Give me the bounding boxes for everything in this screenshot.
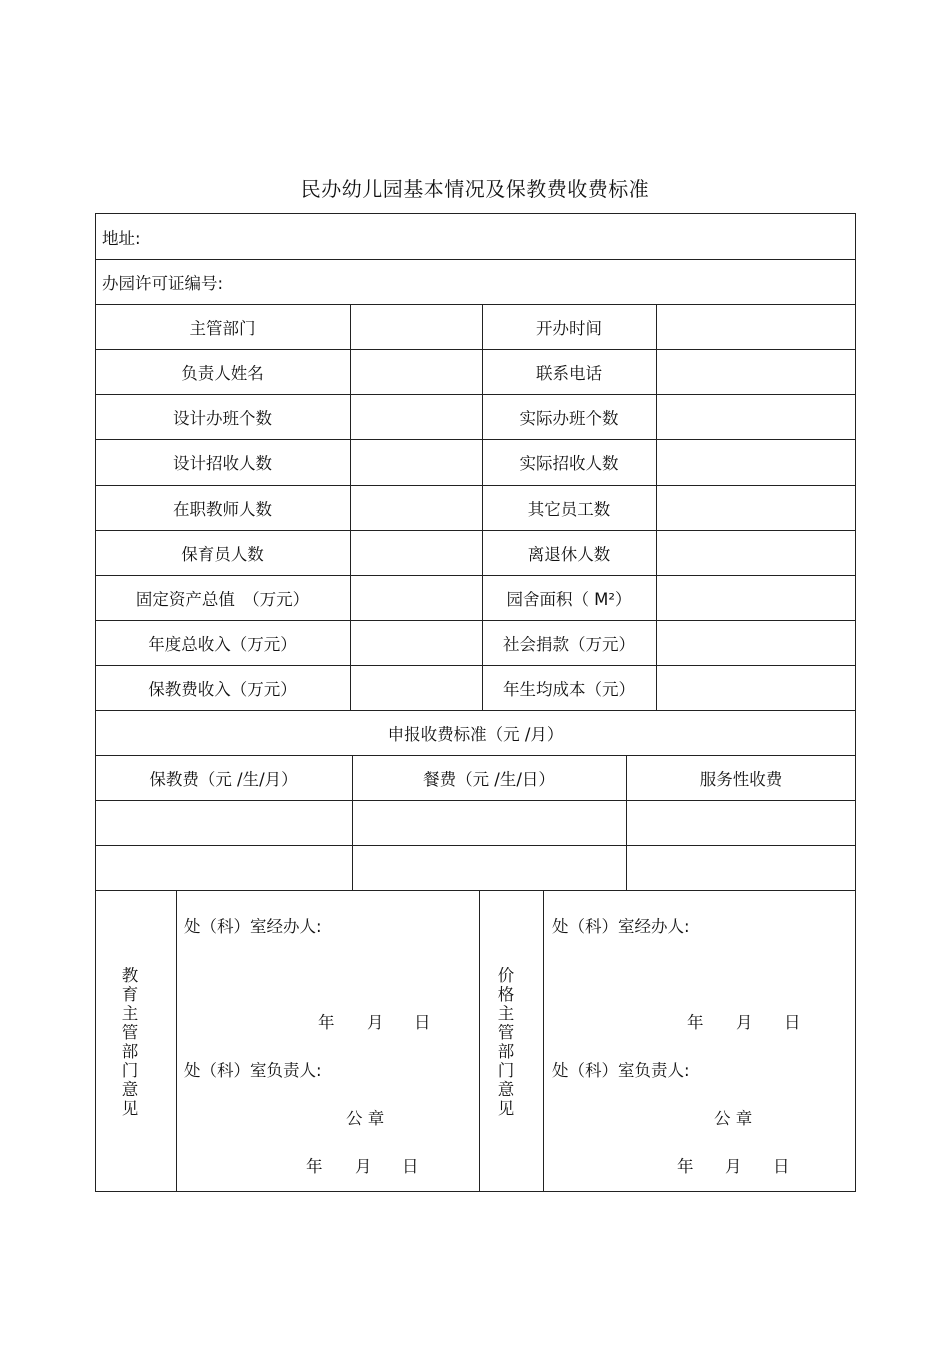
open-date-label: 开办时间 bbox=[536, 318, 602, 338]
design-enrollment-label: 设计招收人数 bbox=[173, 454, 272, 473]
row-divider bbox=[95, 800, 856, 801]
edu-handler-year: 年 bbox=[318, 1013, 335, 1032]
fee-standard-header: 申报收费标准（元 /月） bbox=[387, 724, 564, 744]
column-divider bbox=[479, 890, 480, 1192]
donations-label: 社会捐款（万元） bbox=[503, 634, 635, 654]
price-handler-month: 月 bbox=[736, 1013, 753, 1032]
price-handler-day: 日 bbox=[784, 1013, 801, 1032]
column-divider bbox=[176, 890, 177, 1192]
caregiver-count-label: 保育员人数 bbox=[181, 544, 264, 564]
meal-fee-header: 餐费（元 /生/日） bbox=[423, 769, 555, 789]
principal-name-label: 负责人姓名 bbox=[181, 363, 264, 383]
column-divider bbox=[543, 890, 544, 1192]
price-responsible-label: 处（科）室负责人: bbox=[552, 1061, 690, 1080]
retired-count-label: 离退休人数 bbox=[527, 544, 611, 564]
row-divider bbox=[95, 890, 856, 891]
teacher-count-label: 在职教师人数 bbox=[173, 499, 272, 519]
design-class-count-label: 设计办班个数 bbox=[173, 408, 272, 428]
edu-responsible-label: 处（科）室负责人: bbox=[184, 1061, 322, 1080]
tuition-fee-header: 保教费（元 /生/月） bbox=[149, 769, 298, 789]
annual-income-label: 年度总收入（万元） bbox=[148, 634, 297, 654]
edu-handler-label: 处（科）室经办人: bbox=[184, 917, 322, 936]
address-label: 地址: bbox=[102, 228, 141, 248]
edu-seal-label: 公 章 bbox=[346, 1109, 385, 1128]
service-fee-header: 服务性收费 bbox=[699, 769, 783, 789]
price-dept-opinion-label: 价格主管部门意见 bbox=[497, 966, 515, 1118]
license-number-label: 办园许可证编号: bbox=[102, 273, 224, 293]
edu-seal-year: 年 bbox=[306, 1157, 323, 1176]
form-title: 民办幼儿园基本情况及保教费收费标准 bbox=[300, 177, 650, 201]
price-seal-month: 月 bbox=[725, 1157, 742, 1176]
row-divider bbox=[95, 845, 856, 846]
edu-dept-opinion-label: 教育主管部门意见 bbox=[121, 966, 139, 1118]
actual-class-count-label: 实际办班个数 bbox=[519, 408, 619, 428]
per-student-cost-label: 年生均成本（元） bbox=[503, 679, 635, 699]
price-handler-label: 处（科）室经办人: bbox=[552, 917, 690, 936]
phone-label: 联系电话 bbox=[536, 363, 602, 383]
edu-handler-day: 日 bbox=[414, 1013, 431, 1032]
tuition-income-label: 保教费收入（万元） bbox=[148, 679, 297, 699]
price-seal-day: 日 bbox=[773, 1157, 790, 1176]
info-values-column-a bbox=[351, 304, 482, 710]
actual-enrollment-label: 实际招收人数 bbox=[519, 454, 619, 473]
edu-seal-day: 日 bbox=[402, 1157, 419, 1176]
building-area-label: 园舍面积（ M²） bbox=[506, 589, 632, 609]
info-values-column-b bbox=[657, 304, 855, 710]
fixed-assets-label: 固定资产总值 （万元） bbox=[135, 589, 310, 609]
edu-handler-month: 月 bbox=[367, 1013, 384, 1032]
other-staff-label: 其它员工数 bbox=[527, 499, 611, 519]
price-handler-year: 年 bbox=[687, 1013, 704, 1032]
price-seal-year: 年 bbox=[677, 1157, 694, 1176]
edu-seal-month: 月 bbox=[355, 1157, 372, 1176]
price-seal-label: 公 章 bbox=[714, 1109, 753, 1128]
dept-label: 主管部门 bbox=[189, 318, 256, 338]
